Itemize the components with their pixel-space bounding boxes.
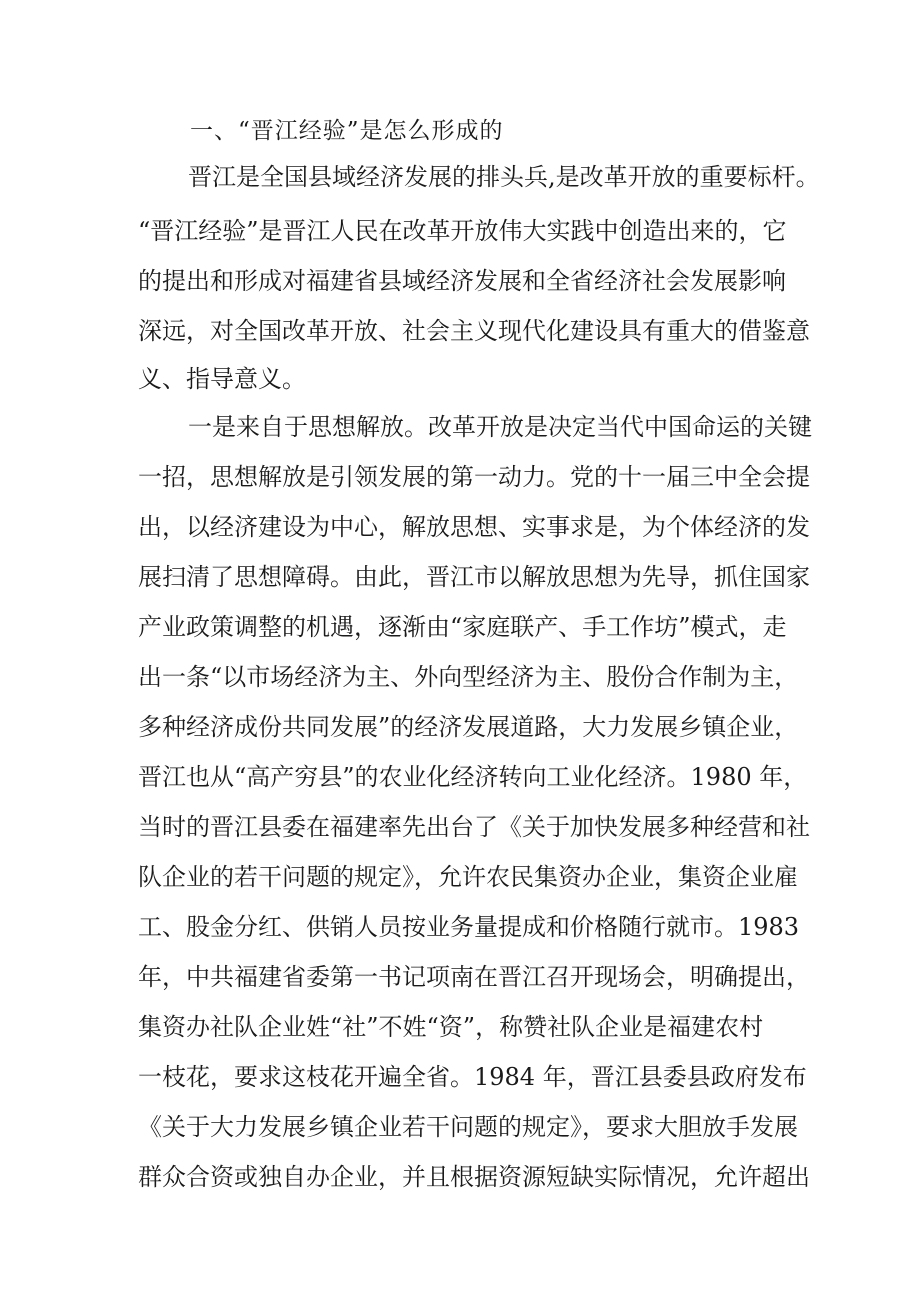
paragraph-line: 深远，对全国改革开放、社会主义现代化建设具有重大的借鉴意 — [138, 317, 810, 345]
paragraph-line: 群众合资或独自办企业，并且根据资源短缺实际情况，允许超出 — [138, 1163, 810, 1191]
paragraph-line: 晋江是全国县域经济发展的排头兵,是改革开放的重要标杆。 — [188, 163, 820, 191]
paragraph-line: 晋江也从“高产穷县”的农业化经济转向工业化经济。1980 年， — [138, 763, 808, 791]
paragraph-line: 义、指导意义。 — [138, 365, 306, 393]
paragraph-line: 当时的晋江县委在福建率先出台了《关于加快发展多种经营和社 — [138, 813, 810, 841]
paragraph-line: 出一条“以市场经济为主、外向型经济为主、股份合作制为主， — [138, 663, 799, 691]
paragraph-line: 队企业的若干问题的规定》，允许农民集资办企业，集资企业雇 — [138, 863, 798, 891]
paragraph-line: 一枝花，要求这枝花开遍全省。1984 年，晋江县委县政府发布 — [138, 1063, 807, 1091]
paragraph-line: 展扫清了思想障碍。由此，晋江市以解放思想为先导，抓住国家 — [138, 563, 810, 591]
paragraph-line: 《关于大力发展乡镇企业若干问题的规定》，要求大胆放手发展 — [138, 1113, 798, 1141]
paragraph-line: 的提出和形成对福建省县域经济发展和全省经济社会发展影响 — [138, 267, 786, 295]
paragraph-line: 产业政策调整的机遇，逐渐由“家庭联产、手工作坊”模式，走 — [138, 613, 787, 641]
paragraph-line: 多种经济成份共同发展”的经济发展道路，大力发展乡镇企业， — [138, 713, 799, 741]
paragraph-line: 工、股金分红、供销人员按业务量提成和价格随行就市。1983 — [138, 913, 800, 941]
paragraph-line: 年，中共福建省委第一书记项南在晋江召开现场会，明确提出， — [138, 963, 810, 991]
section-heading: 一、“晋江经验”是怎么形成的 — [190, 118, 504, 144]
paragraph-line: 一招，思想解放是引领发展的第一动力。党的十一届三中全会提 — [138, 463, 810, 491]
paragraph-line: 集资办社队企业姓“社”不姓“资”，称赞社队企业是福建农村 — [138, 1013, 764, 1041]
paragraph-line: “晋江经验”是晋江人民在改革开放伟大实践中创造出来的，它 — [138, 217, 787, 245]
paragraph-line: 出，以经济建设为中心，解放思想、实事求是，为个体经济的发 — [138, 513, 810, 541]
paragraph-line: 一是来自于思想解放。改革开放是决定当代中国命运的关键 — [188, 413, 812, 441]
